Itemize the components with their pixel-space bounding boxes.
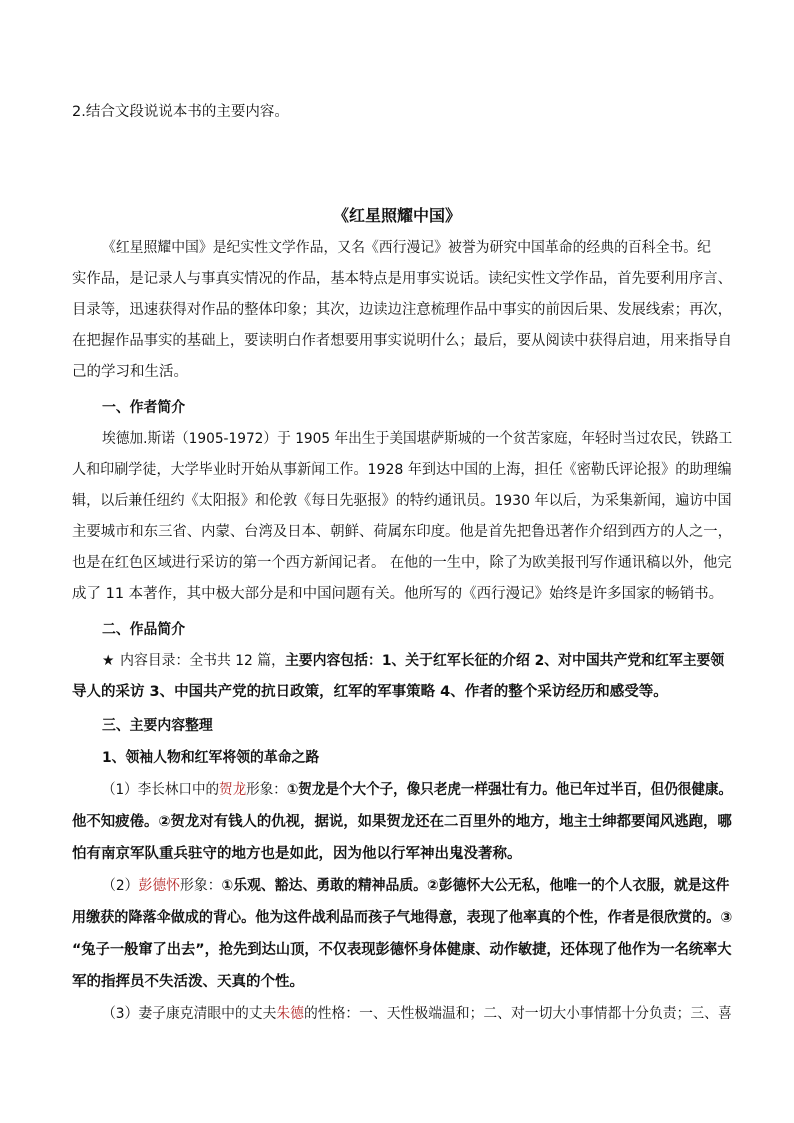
subheading-leaders: 1、领袖人物和红军将领的革命之路 bbox=[102, 750, 320, 766]
item3-line-1 bbox=[102, 1004, 730, 1024]
intro-line-3: 目录等，迅速获得对作品的整体印象；其次，边读边注意梳理作品中事实的前因后果、发展线索；再次， bbox=[72, 302, 732, 318]
star-icon: ★ bbox=[102, 653, 115, 669]
item2-line-1 bbox=[102, 876, 732, 896]
item1-mid: 形象： bbox=[246, 782, 287, 798]
intro-line-2: 实作品，是记录人与事真实情况的作品，基本特点是用事实说话。读纪实性文学作品，首先要利用序言、 bbox=[72, 271, 732, 287]
author-line-3: 辑，以后兼任纽约《太阳报》和伦敦《每日先驱报》的特约通讯员。1930 年以后，为采集新闻，遍访中国 bbox=[72, 493, 732, 509]
work-line-1-bold: 主要内容包括：1、关于红军长征的介绍 2、对中国共产党和红军主要领 bbox=[284, 653, 725, 669]
section-heading-content: 三、主要内容整理 bbox=[102, 718, 213, 734]
intro-line-5: 己的学习和生活。 bbox=[72, 364, 188, 380]
item1-line-3: 怕有南京军队重兵驻守的地方也是如此，因为他以行军神出鬼没著称。 bbox=[72, 846, 522, 862]
author-line-4: 主要城市和东三省、内蒙、台湾及日本、朝鲜、荷属东印度。他是首先把鲁迅著作介绍到西方的人之一， bbox=[72, 524, 732, 540]
intro-line-1: 《红星照耀中国》是纪实性文学作品，又名《西行漫记》被誉为研究中国革命的经典的百科全书。纪 bbox=[102, 240, 711, 256]
document-title: 《红星照耀中国》 bbox=[332, 206, 461, 225]
author-line-6: 成了 11 本著作，其中极大部分是和中国问题有关。他所写的《西行漫记》始终是许多国家的畅销书。 bbox=[72, 586, 724, 602]
work-line-2: 导人的采访 3、中国共产党的抗日政策，红军的军事策略 4、作者的整个采访经历和感受等。 bbox=[72, 684, 668, 700]
item2-name: 彭德怀 bbox=[138, 878, 181, 894]
item2-mid: 形象： bbox=[180, 878, 222, 894]
author-line-1: 埃德加.斯诺（1905-1972）于 1905 年出生于美国堪萨斯城的一个贫苦家庭，年轻时当过农民，铁路工 bbox=[102, 431, 733, 447]
author-line-5: 也是在红色区域进行采访的第一个西方新闻记者。 在他的一生中，除了为欧美报刊写作通讯稿以外，他完 bbox=[72, 555, 732, 571]
item1-line-2: 他不知疲倦。②贺龙对有钱人的仇视，据说，如果贺龙还在二百里外的地方，地主士绅都要闻风逃跑，哪 bbox=[72, 814, 732, 830]
item1-name: 贺龙 bbox=[219, 782, 247, 798]
item1-line-1 bbox=[102, 780, 733, 800]
item1-prefix: （1）李长林口中的 bbox=[102, 782, 220, 798]
item2-rest: ①乐观、豁达、勇敢的精神品质。②彭德怀大公无私，他唯一的个人衣服，就是这件 bbox=[221, 878, 730, 894]
section-heading-author: 一、作者简介 bbox=[102, 400, 186, 416]
section-heading-work: 二、作品简介 bbox=[102, 622, 186, 638]
item2-line-4: 军的指挥员不失活泼、天真的个性。 bbox=[72, 974, 304, 990]
item3-prefix: （3）妻子康克清眼中的丈夫 bbox=[102, 1006, 277, 1022]
author-line-2: 人和印刷学徒，大学毕业时开始从事新闻工作。1928 年到达中国的上海，担任《密勒氏评论报》的助理编 bbox=[72, 462, 732, 478]
item2-line-3: “兔子一般窜了出去”，抢先到达山顶，不仅表现彭德怀身体健康、动作敏捷，还体现了他作为一名统率大 bbox=[72, 942, 732, 958]
item2-line-2: 用缴获的降落伞做成的背心。他为这件战利品而孩子气地得意，表现了他率真的个性，作者是很欣赏的。③ bbox=[72, 910, 733, 926]
item2-prefix: （2） bbox=[102, 878, 139, 894]
item3-rest: 的性格：一、天性极端温和；二、对一切大小事情都十分负责；三、喜 bbox=[303, 1006, 732, 1022]
item1-rest: ①贺龙是个大个子，像只老虎一样强壮有力。他已年过半百，但仍很健康。 bbox=[286, 782, 733, 798]
item3-name: 朱德 bbox=[276, 1006, 304, 1022]
question-text: 2.结合文段说说本书的主要内容。 bbox=[72, 104, 289, 120]
work-line-1-normal: 内容目录：全书共 12 篇， bbox=[120, 653, 285, 669]
intro-line-4: 在把握作品事实的基础上，要读明白作者想要用事实说明什么；最后，要从阅读中获得启迪，用来指导自 bbox=[72, 333, 732, 349]
work-line-1 bbox=[102, 651, 732, 671]
